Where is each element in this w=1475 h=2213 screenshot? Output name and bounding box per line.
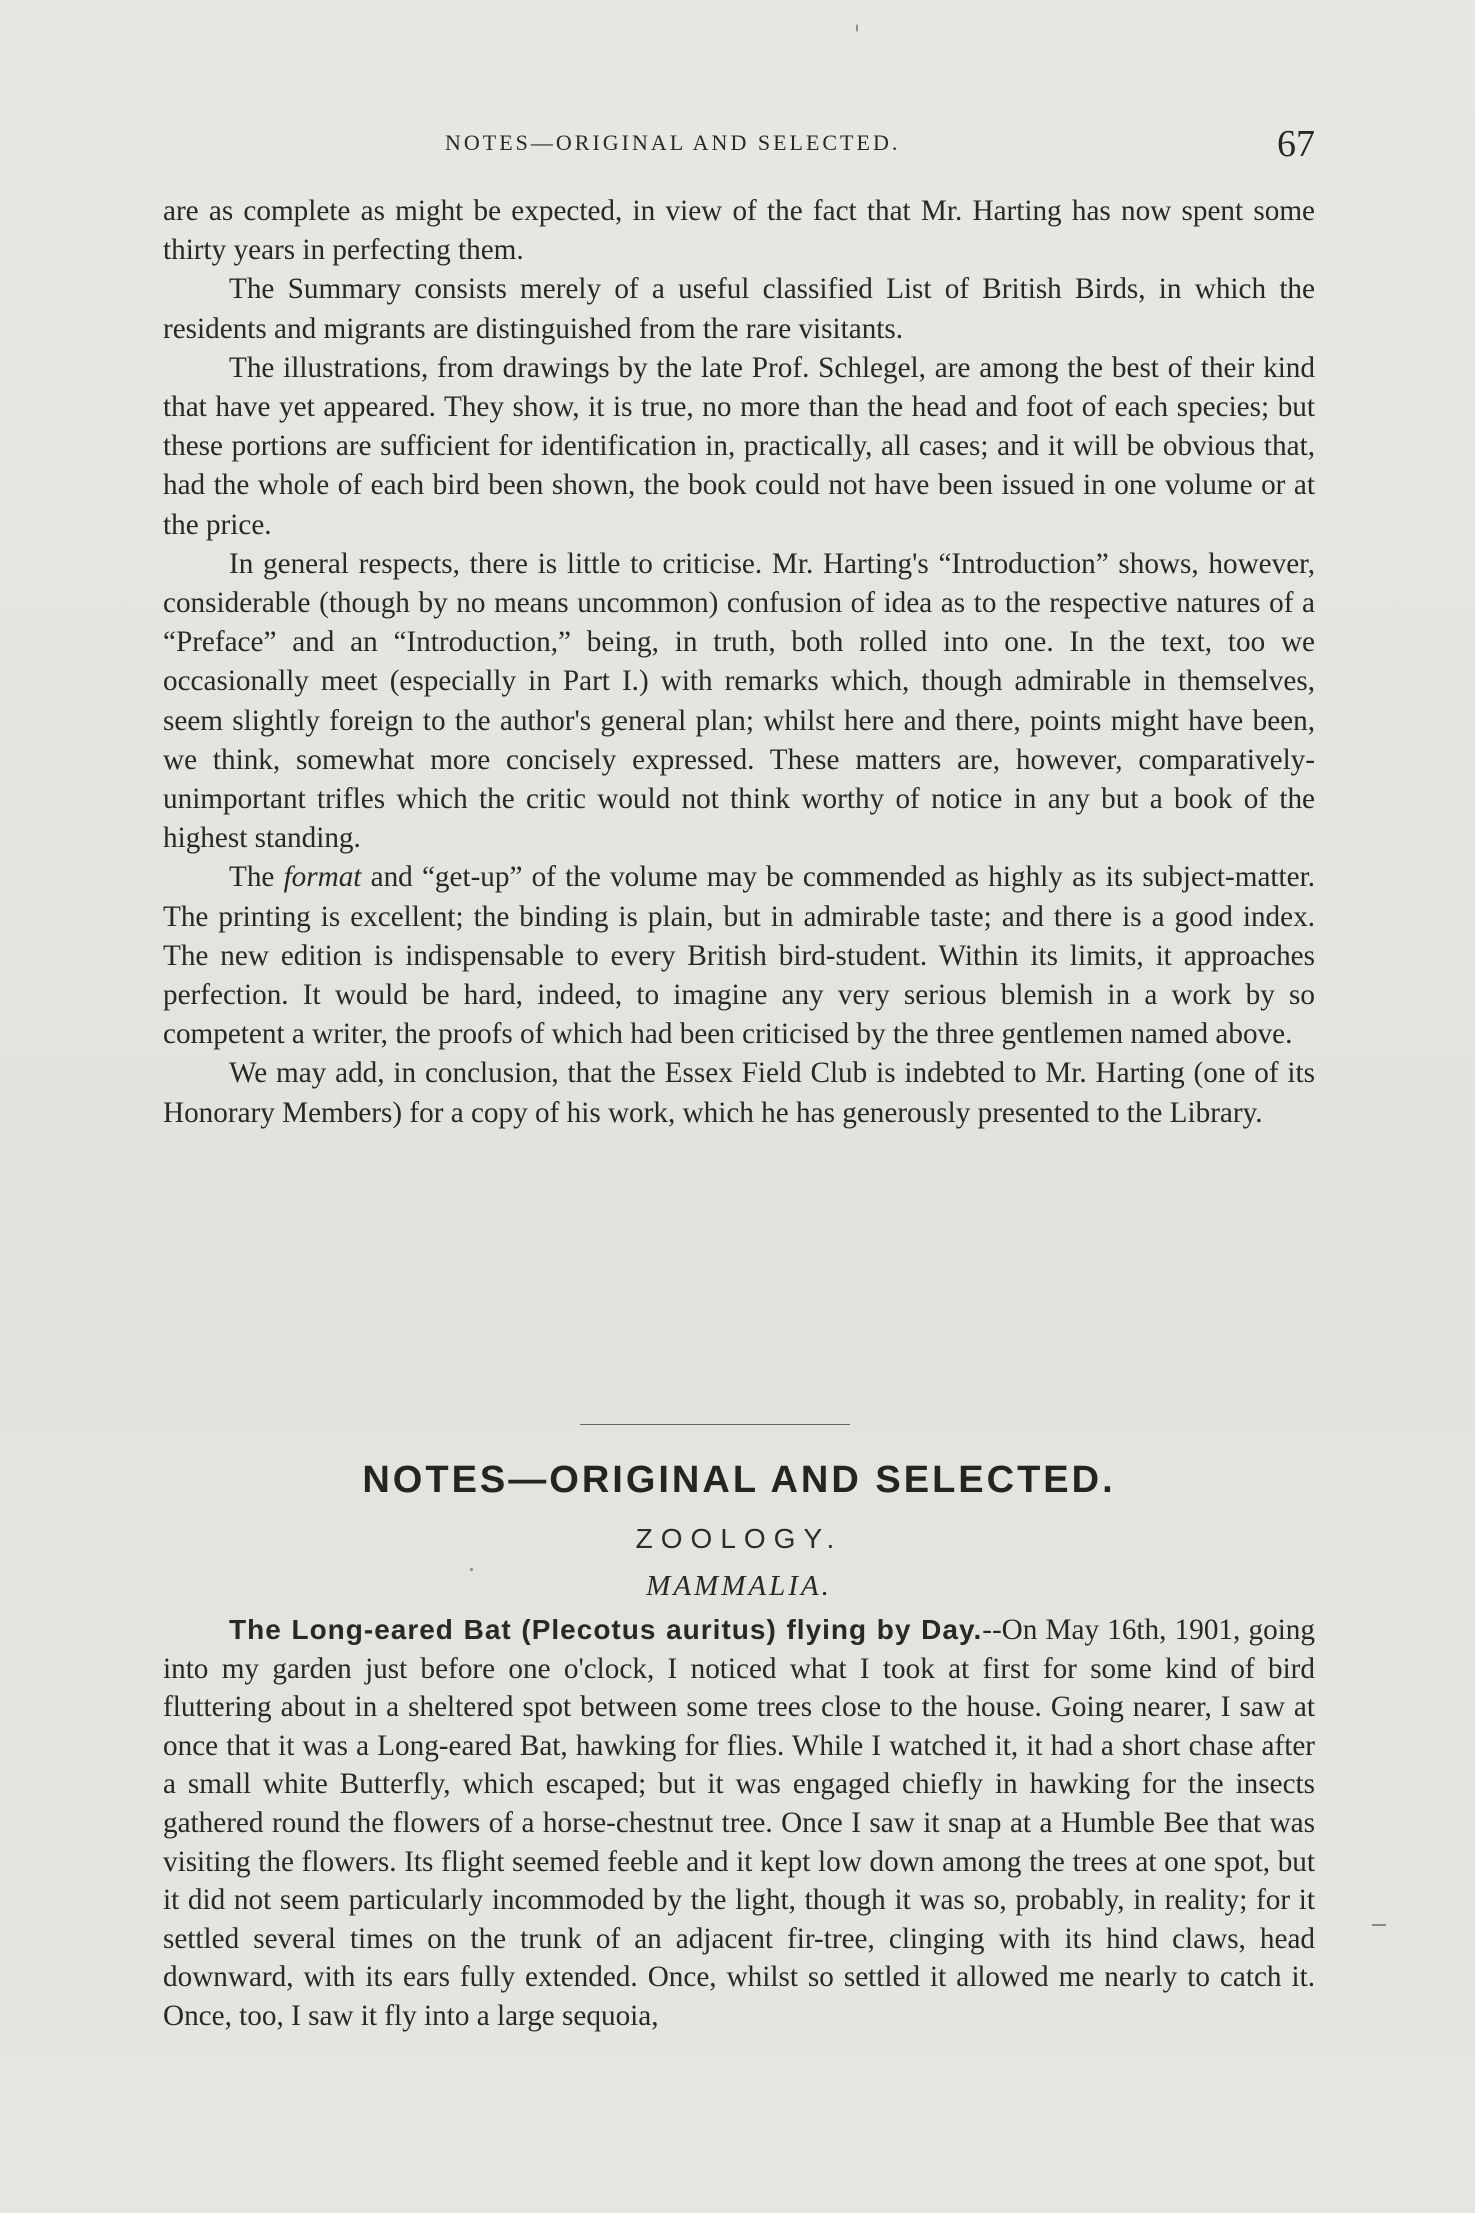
review-paragraph-3: The illustrations, from drawings by the late Prof. Schlegel, are among the best of their kind that have yet appeared. They show, it is true, no more than the head and foot of each species; but these portions are sufficient for identification in, practically, all cases; and it will be obvious that, had the whole of each bird been shown, the book could not have been issued in one volume or at the price. — [163, 351, 1315, 541]
margin-mark — [1372, 1924, 1386, 1926]
note-heading: The Long-eared Bat (Plecotus auritus) flying by Day. — [229, 1614, 983, 1645]
category-title: MAMMALIA. — [646, 1570, 832, 1602]
section-divider — [580, 1424, 850, 1425]
paragraph-5-lead: The — [229, 861, 284, 894]
section-title: NOTES—ORIGINAL AND SELECTED. — [362, 1459, 1116, 1501]
page-number: 67 — [1277, 123, 1315, 165]
running-head — [165, 123, 1315, 166]
paper-speck — [470, 1568, 473, 1571]
format-italic: format — [283, 861, 362, 894]
note-entry — [163, 1611, 1315, 2036]
review-paragraph-1: are as complete as might be expected, in view of the fact that Mr. Harting has now spent some thirty years in perfecting them. — [163, 195, 1315, 267]
review-text — [163, 192, 1315, 1133]
review-paragraph-4: In general respects, there is little to criticise. Mr. Harting's “Introduction” shows, however, considerable (though by no means uncommon) confusion of idea as to the respective natures of a “Preface” and an “Introduction,” being, in truth, both rolled into one. In the text, too we occasionally meet (especially in Part I.) with remarks which, though admirable in themselves, seem slightly foreign to the author's general plan; whilst here and there, points might have been, we think, somewhat more concisely expressed. These matters are, however, comparatively-unimportant trifles which the critic would not think worthy of notice in any but a book of the highest standing. — [163, 547, 1315, 855]
paragraph-5-text: and “get-up” of the volume may be commended as highly as its subject-matter. The printing is excellent; the binding is plain, but in admirable taste; and there is a good index. The new edition is indispensable to every British bird-student. Within its limits, it approaches perfection. It would be hard, indeed, to imagine any very serious blemish in a work by so competent a writer, the proofs of which had been criticised by the three gentlemen named above. — [163, 861, 1315, 1051]
review-paragraph-6: We may add, in conclusion, that the Essex Field Club is indebted to Mr. Harting (one of its Honorary Members) for a copy of his work, which he has generously presented to the Library. — [163, 1057, 1315, 1129]
note-body: --On May 16th, 1901, going into my garden just before one o'clock, I noticed what I took at first for some kind of bird fluttering about in a sheltered spot between some trees close to the house. Going nearer, I saw at once that it was a Long-eared Bat, hawking for flies. While I watched it, it had a short chase after a small white Butterfly, which escaped; but it was engaged chiefly in hawking for the insects gathered round the flowers of a horse-chestnut tree. Once I saw it snap at a Humble Bee that was visiting the flowers. Its flight seemed feeble and it kept low down among the trees at one spot, but it did not seem particularly incommoded by the light, though it was so, probably, in reality; for it settled several times on the trunk of an adjacent fir-tree, clinging with its hind claws, head downward, with its ears fully extended. Once, whilst so settled it allowed me nearly to catch it. Once, too, I saw it fly into a large sequoia, — [163, 1614, 1315, 2032]
review-paragraph-5 — [163, 858, 1315, 1054]
note-paragraph — [163, 1611, 1315, 2036]
review-paragraph-2: The Summary consists merely of a useful classified List of British Birds, in which the residents and migrants are distinguished from the rare visitants. — [163, 273, 1315, 345]
running-title: NOTES—ORIGINAL AND SELECTED. — [445, 130, 901, 155]
subsection-title: ZOOLOGY. — [635, 1523, 843, 1554]
paper-speck — [856, 24, 858, 32]
